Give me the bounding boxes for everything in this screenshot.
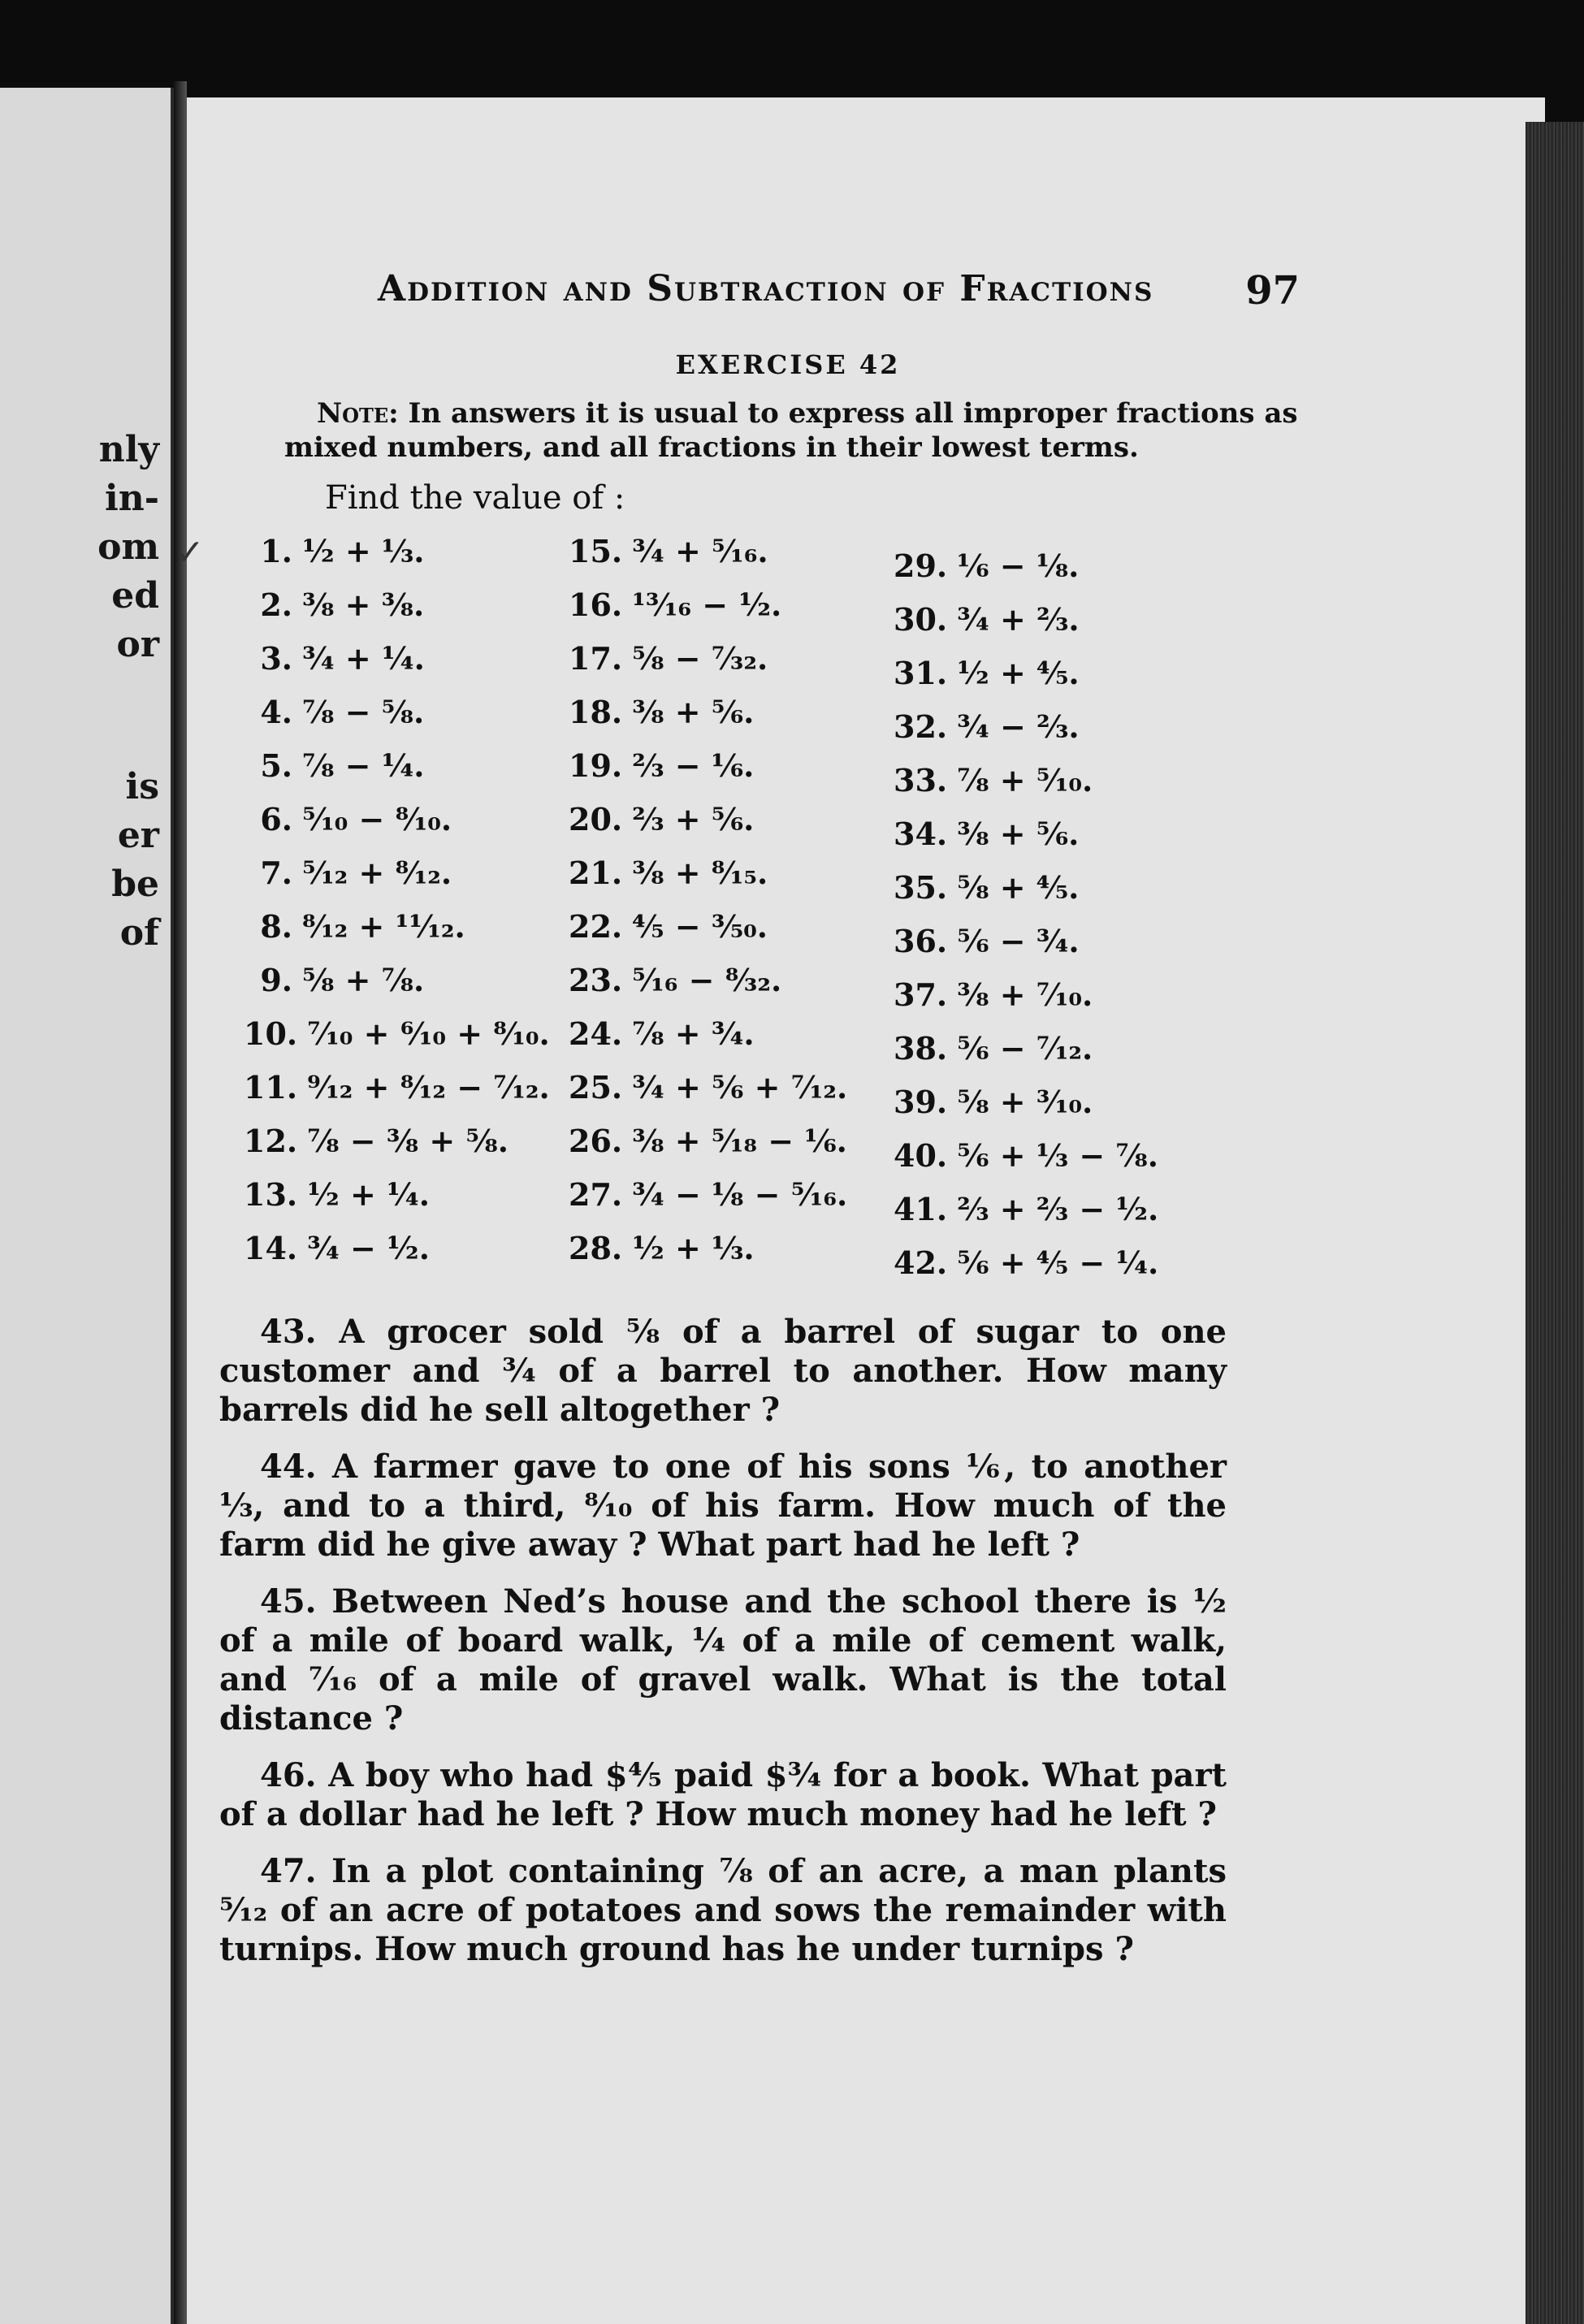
- book-spine: [174, 81, 187, 2324]
- problem-number: 17.: [569, 640, 623, 677]
- problem-expression: ⁹⁄₁₂ + ⁸⁄₁₂ − ⁷⁄₁₂.: [307, 1069, 550, 1106]
- problem-number: 21.: [569, 855, 623, 891]
- problem-number: 38.: [894, 1030, 948, 1067]
- left-page-edge: [0, 88, 174, 2324]
- word-problem: 43. A grocer sold ⅝ of a barrel of sugar to one customer and ¾ of a barrel to another. How many barrels did he sell altogether ?: [219, 1313, 1227, 1429]
- problem-item: [894, 915, 1158, 968]
- problem-number: 16.: [569, 586, 623, 623]
- problem-expression: ⅚ + ⅘ − ¼.: [957, 1244, 1159, 1281]
- left-page-fragment: om: [97, 526, 159, 568]
- problem-item: [244, 846, 550, 900]
- problem-expression: ⅙ − ⅛.: [957, 547, 1080, 584]
- problem-number: 1.: [260, 533, 292, 569]
- problem-expression: ⅚ + ⅓ − ⅞.: [957, 1137, 1158, 1174]
- problem-number: 11.: [244, 1069, 298, 1106]
- problem-column-3: [894, 539, 1158, 1290]
- problem-item: [569, 525, 847, 578]
- problem-expression: ⁵⁄₁₀ − ⁸⁄₁₀.: [302, 801, 452, 837]
- problem-number: 31.: [894, 655, 948, 691]
- instruction: Find the value of :: [325, 479, 625, 517]
- problem-number: 12.: [244, 1123, 298, 1159]
- problem-item: [569, 686, 847, 739]
- problem-item: [244, 632, 550, 686]
- problem-item: [894, 1129, 1158, 1183]
- problem-number: 27.: [569, 1176, 623, 1213]
- problem-expression: ½ + ⅓.: [632, 1230, 755, 1266]
- problem-item: [569, 1114, 847, 1168]
- problem-expression: ⅜ + ⁵⁄₁₈ − ⅙.: [632, 1123, 847, 1159]
- left-page-fragment: in-: [105, 478, 159, 519]
- problem-expression: ⅞ − ¼.: [302, 747, 425, 784]
- word-problem: 45. Between Ned’s house and the school there is ½ of a mile of board walk, ¼ of a mile of cement walk, and ⁷⁄₁₆ of a mile of gravel walk. What is the total distance ?: [219, 1582, 1227, 1738]
- problem-number: 22.: [569, 908, 623, 945]
- left-page-fragment: of: [119, 912, 159, 954]
- problem-number: 36.: [894, 923, 948, 959]
- problem-item: [894, 593, 1158, 647]
- problem-expression: ¾ − ½.: [307, 1230, 430, 1266]
- problem-expression: ⅝ + ⅘.: [957, 869, 1080, 906]
- problem-number: 4.: [260, 694, 292, 730]
- running-title: Addition and Subtraction of Fractions: [378, 268, 1154, 309]
- problem-expression: ⅘ − ⅗₀.: [632, 908, 768, 945]
- problem-expression: ⅔ + ⅚.: [632, 801, 755, 837]
- problem-number: 28.: [569, 1230, 623, 1266]
- problem-number: 13.: [244, 1176, 298, 1213]
- problem-item: [244, 793, 550, 846]
- problem-expression: ⅞ − ⅜ + ⅝.: [307, 1123, 509, 1159]
- page-content: [175, 268, 1300, 1987]
- problem-item: [894, 539, 1158, 593]
- problem-item: [244, 900, 550, 954]
- problem-item: [894, 1075, 1158, 1129]
- problem-expression: ⅝ + ⅞.: [302, 962, 425, 998]
- problem-expression: ⁵⁄₁₂ + ⁸⁄₁₂.: [302, 855, 452, 891]
- problem-expression: ⅞ − ⅝.: [302, 694, 425, 730]
- problem-item: [244, 1114, 550, 1168]
- note-text: In answers it is usual to express all improper fractions as mixed numbers, and all fractions in their lowest terms.: [284, 397, 1298, 464]
- problem-item: [569, 739, 847, 793]
- problem-number: 41.: [894, 1191, 948, 1227]
- problem-expression: ⅜ + ⁸⁄₁₅.: [632, 855, 768, 891]
- problem-expression: ⅝ − ⁷⁄₃₂.: [632, 640, 768, 677]
- problem-expression: ⅜ + ⅜.: [302, 586, 425, 623]
- problem-number: 23.: [569, 962, 623, 998]
- word-problem: 46. A boy who had $⅘ paid $¾ for a book. What part of a dollar had he left ? How much money had he left ?: [219, 1756, 1227, 1833]
- problem-item: [244, 686, 550, 739]
- problem-item: [244, 1168, 550, 1222]
- problem-number: 3.: [260, 640, 292, 677]
- problem-number: 10.: [244, 1015, 298, 1052]
- problem-number: 29.: [894, 547, 948, 584]
- problem-expression: ⅜ + ⁷⁄₁₀.: [957, 976, 1093, 1013]
- problem-number: 9.: [260, 962, 292, 998]
- problem-number: 7.: [260, 855, 292, 891]
- problem-number: 2.: [260, 586, 292, 623]
- word-problem: 44. A farmer gave to one of his sons ⅙, to another ⅓, and to a third, ⁸⁄₁₀ of his farm. How much of the farm did he give away ? What part had he left ?: [219, 1448, 1227, 1564]
- problem-item: [244, 525, 550, 578]
- problem-item: [894, 861, 1158, 915]
- problem-number: 26.: [569, 1123, 623, 1159]
- problem-item: [894, 968, 1158, 1022]
- problem-item: [894, 700, 1158, 754]
- word-problems: [219, 1313, 1227, 1969]
- problem-number: 14.: [244, 1230, 298, 1266]
- problem-expression: ¾ − ⅔.: [957, 708, 1080, 745]
- problem-expression: ⅜ + ⅚.: [957, 816, 1080, 852]
- problem-number: 24.: [569, 1015, 623, 1052]
- problem-number: 20.: [569, 801, 623, 837]
- problem-expression: ¾ − ⅛ − ⁵⁄₁₆.: [632, 1176, 848, 1213]
- problem-item: [569, 846, 847, 900]
- page-stack-edge: [1526, 122, 1584, 2324]
- problem-expression: ½ + ⅓.: [302, 533, 425, 569]
- problem-number: 40.: [894, 1137, 948, 1174]
- problem-item: [569, 900, 847, 954]
- problem-expression: ¾ + ⅔.: [957, 601, 1080, 638]
- problem-expression: ⁸⁄₁₂ + ¹¹⁄₁₂.: [302, 908, 465, 945]
- problem-number: 19.: [569, 747, 623, 784]
- problem-expression: ⅔ + ⅔ − ½.: [957, 1191, 1159, 1227]
- problem-item: [894, 647, 1158, 700]
- note-label: Note:: [317, 397, 399, 430]
- problem-item: [244, 1061, 550, 1114]
- problem-expression: ¾ + ⁵⁄₁₆.: [632, 533, 768, 569]
- problem-expression: ⅚ − ⁷⁄₁₂.: [957, 1030, 1093, 1067]
- problem-number: 18.: [569, 694, 623, 730]
- problem-item: [569, 578, 847, 632]
- problem-number: 42.: [894, 1244, 948, 1281]
- problem-grid: [244, 525, 1292, 1313]
- problem-item: [894, 1236, 1158, 1290]
- problem-expression: ⅞ + ⁵⁄₁₀.: [957, 762, 1093, 798]
- left-page-fragment: be: [111, 863, 159, 905]
- problem-item: [894, 754, 1158, 807]
- problem-expression: ¹³⁄₁₆ − ½.: [632, 586, 782, 623]
- problem-column-1: [244, 525, 550, 1275]
- problem-number: 39.: [894, 1084, 948, 1120]
- problem-number: 35.: [894, 869, 948, 906]
- problem-item: [569, 1007, 847, 1061]
- exercise-title: EXERCISE 42: [675, 349, 901, 380]
- problem-item: [569, 793, 847, 846]
- problem-expression: ¾ + ⅚ + ⁷⁄₁₂.: [632, 1069, 848, 1106]
- problem-item: [569, 1061, 847, 1114]
- problem-number: 37.: [894, 976, 948, 1013]
- running-head: [236, 268, 1300, 333]
- problem-expression: ⅔ − ⅙.: [632, 747, 755, 784]
- problem-expression: ⅚ − ¾.: [957, 923, 1080, 959]
- problem-number: 34.: [894, 816, 948, 852]
- problem-item: [244, 954, 550, 1007]
- problem-expression: ⁵⁄₁₆ − ⁸⁄₃₂.: [632, 962, 782, 998]
- problem-expression: ⅝ + ³⁄₁₀.: [957, 1084, 1093, 1120]
- problem-expression: ½ + ¼.: [307, 1176, 430, 1213]
- problem-expression: ⁷⁄₁₀ + ⁶⁄₁₀ + ⁸⁄₁₀.: [307, 1015, 550, 1052]
- problem-number: 32.: [894, 708, 948, 745]
- problem-number: 30.: [894, 601, 948, 638]
- word-problem: 47. In a plot containing ⅞ of an acre, a man plants ⁵⁄₁₂ of an acre of potatoes and sows the remainder with turnips. How much ground has he under turnips ?: [219, 1852, 1227, 1968]
- problem-item: [244, 1222, 550, 1275]
- problem-item: [244, 1007, 550, 1061]
- problem-item: [244, 739, 550, 793]
- left-page-fragment: er: [117, 815, 159, 856]
- problem-item: [894, 1183, 1158, 1236]
- problem-number: 5.: [260, 747, 292, 784]
- problem-expression: ⅜ + ⅚.: [632, 694, 755, 730]
- left-page-fragment: is: [125, 766, 159, 807]
- problem-item: [569, 1222, 847, 1275]
- problem-item: [894, 1022, 1158, 1075]
- page-number: 97: [1245, 268, 1300, 314]
- left-page-fragment: nly: [98, 429, 159, 470]
- problem-item: [894, 807, 1158, 861]
- problem-expression: ¾ + ¼.: [302, 640, 425, 677]
- problem-number: 25.: [569, 1069, 623, 1106]
- problem-number: 15.: [569, 533, 623, 569]
- problem-number: 33.: [894, 762, 948, 798]
- problem-column-2: [569, 525, 847, 1275]
- note-paragraph: [284, 396, 1308, 465]
- problem-expression: ⅞ + ¾.: [632, 1015, 755, 1052]
- left-page-fragment: ed: [111, 575, 159, 617]
- problem-number: 8.: [260, 908, 292, 945]
- problem-item: [569, 632, 847, 686]
- problem-expression: ½ + ⅘.: [957, 655, 1080, 691]
- problem-number: 6.: [260, 801, 292, 837]
- problem-item: [569, 954, 847, 1007]
- left-page-fragment: or: [116, 624, 159, 665]
- problem-item: [244, 578, 550, 632]
- problem-item: [569, 1168, 847, 1222]
- pencil-check-mark: ✓: [175, 532, 205, 573]
